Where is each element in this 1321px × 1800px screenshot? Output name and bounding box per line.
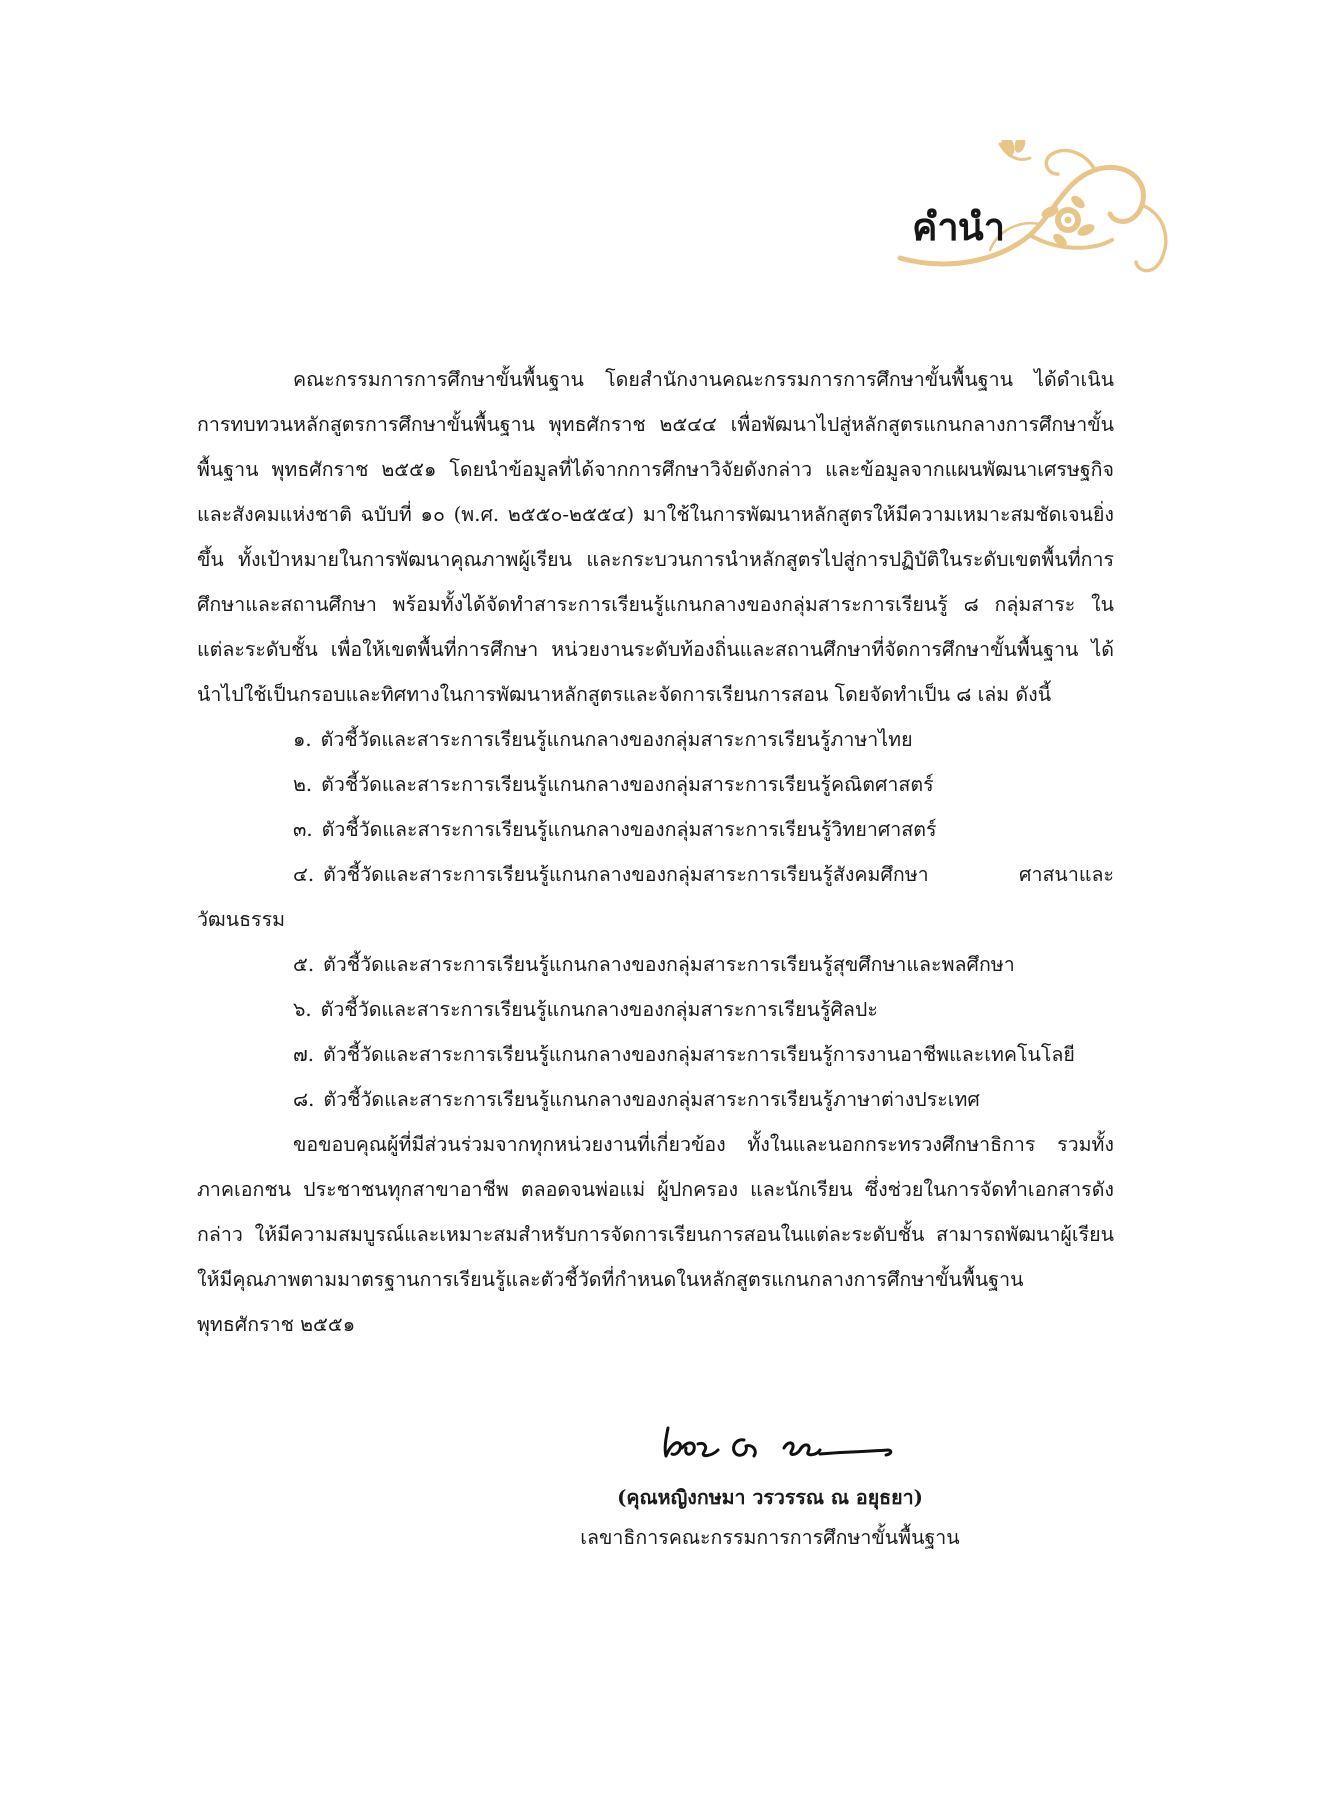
signer-position: เลขาธิการคณะกรรมการการศึกษาขั้นพื้นฐาน bbox=[580, 1526, 960, 1549]
list-item-number: ๕. bbox=[293, 953, 315, 976]
list-item-number: ๓. bbox=[293, 818, 313, 841]
list-item bbox=[197, 762, 1114, 807]
list-item-number: ๒. bbox=[293, 773, 313, 796]
list-item-text: ตัวชี้วัดและสาระการเรียนรู้แกนกลางของกลุ่มสาระการเรียนรู้คณิตศาสตร์ bbox=[321, 773, 934, 796]
handwritten-signature-icon bbox=[620, 1414, 920, 1468]
signer-name: (คุณหญิงกษมา วรวรรณ ณ อยุธยา) bbox=[617, 1486, 923, 1509]
list-item-text: ตัวชี้วัดและสาระการเรียนรู้แกนกลางของกลุ่มสาระการเรียนรู้การงานอาชีพและเทคโนโลยี bbox=[322, 1043, 1075, 1066]
page-header bbox=[880, 140, 1180, 280]
document-body bbox=[197, 357, 1114, 1347]
list-item bbox=[197, 942, 1114, 987]
list-item-number: ๘. bbox=[293, 1088, 315, 1111]
intro-paragraph: คณะกรรมการการศึกษาขั้นพื้นฐาน โดยสำนักงานคณะกรรมการการศึกษาขั้นพื้นฐาน ได้ดำเนินการทบทวนหลักสูตรการศึกษาขั้นพื้นฐาน พุทธศักราช ๒๕๔๔ เพื่อพัฒนาไปสู่หลักสูตรแกนกลางการศึกษาขั้นพื้นฐาน พุทธศักราช ๒๕๕๑ โดยนำข้อมูลที่ได้จากการศึกษาวิจัยดังกล่าว และข้อมูลจากแผนพัฒนาเศรษฐกิจและสังคมแห่งชาติ ฉบับที่ ๑๐ (พ.ศ. ๒๕๕๐-๒๕๕๔) มาใช้ในการพัฒนาหลักสูตรให้มีความเหมาะสมชัดเจนยิ่งขึ้น ทั้งเป้าหมายในการพัฒนาคุณภาพผู้เรียน และกระบวนการนำหลักสูตรไปสู่การปฏิบัติในระดับเขตพื้นที่การศึกษาและสถานศึกษา พร้อมทั้งได้จัดทำสาระการเรียนรู้แกนกลางของกลุ่มสาระการเรียนรู้ ๘ กลุ่มสาระ ในแต่ละระดับชั้น เพื่อให้เขตพื้นที่การศึกษา หน่วยงานระดับท้องถิ่นและสถานศึกษาที่จัดการศึกษาขั้นพื้นฐาน ได้นำไปใช้เป็นกรอบและทิศทางในการพัฒนาหลักสูตรและจัดการเรียนการสอน โดยจัดทำเป็น ๘ เล่ม ดังนี้ bbox=[197, 368, 1114, 706]
list-item bbox=[197, 1032, 1114, 1077]
list-item-number: ๖. bbox=[293, 998, 312, 1021]
list-item-text: ตัวชี้วัดและสาระการเรียนรู้แกนกลางของกลุ่มสาระการเรียนรู้สังคมศึกษา ศาสนาและวัฒนธรรม bbox=[197, 863, 1114, 931]
volume-list bbox=[197, 717, 1114, 1122]
list-item bbox=[197, 987, 1114, 1032]
list-item bbox=[197, 717, 1114, 762]
list-item bbox=[197, 1077, 1114, 1122]
list-item-text: ตัวชี้วัดและสาระการเรียนรู้แกนกลางของกลุ่มสาระการเรียนรู้สุขศึกษาและพลศึกษา bbox=[323, 953, 1015, 976]
list-item-text: ตัวชี้วัดและสาระการเรียนรู้แกนกลางของกลุ่มสาระการเรียนรู้ศิลปะ bbox=[320, 998, 878, 1021]
list-item bbox=[197, 807, 1114, 852]
list-item-text: ตัวชี้วัดและสาระการเรียนรู้แกนกลางของกลุ่มสาระการเรียนรู้ภาษาต่างประเทศ bbox=[323, 1088, 980, 1111]
list-item bbox=[197, 852, 1114, 942]
page-title: คำนำ bbox=[912, 205, 1005, 249]
list-item-number: ๑. bbox=[293, 728, 312, 751]
acknowledgement-paragraph: ขอขอบคุณผู้ที่มีส่วนร่วมจากทุกหน่วยงานที่เกี่ยวข้อง ทั้งในและนอกกระทรวงศึกษาธิการ รวมทั้งภาคเอกชน ประชาชนทุกสาขาอาชีพ ตลอดจนพ่อแม่ ผู้ปกครอง และนักเรียน ซึ่งช่วยในการจัดทำเอกสารดังกล่าว ให้มีความสมบูรณ์และเหมาะสมสำหรับการจัดการเรียนการสอนในแต่ละระดับชั้น สามารถพัฒนาผู้เรียนให้มีคุณภาพตามมาตรฐานการเรียนรู้และตัวชี้วัดที่กำหนดในหลักสูตรแกนกลางการศึกษาขั้นพื้นฐาน พุทธศักราช ๒๕๕๑ bbox=[197, 1133, 1114, 1336]
list-item-number: ๗. bbox=[293, 1043, 314, 1066]
list-item-number: ๔. bbox=[293, 863, 315, 886]
list-item-text: ตัวชี้วัดและสาระการเรียนรู้แกนกลางของกลุ่มสาระการเรียนรู้ภาษาไทย bbox=[320, 728, 913, 751]
list-item-text: ตัวชี้วัดและสาระการเรียนรู้แกนกลางของกลุ่มสาระการเรียนรู้วิทยาศาสตร์ bbox=[321, 818, 937, 841]
signature-block bbox=[560, 1414, 980, 1558]
